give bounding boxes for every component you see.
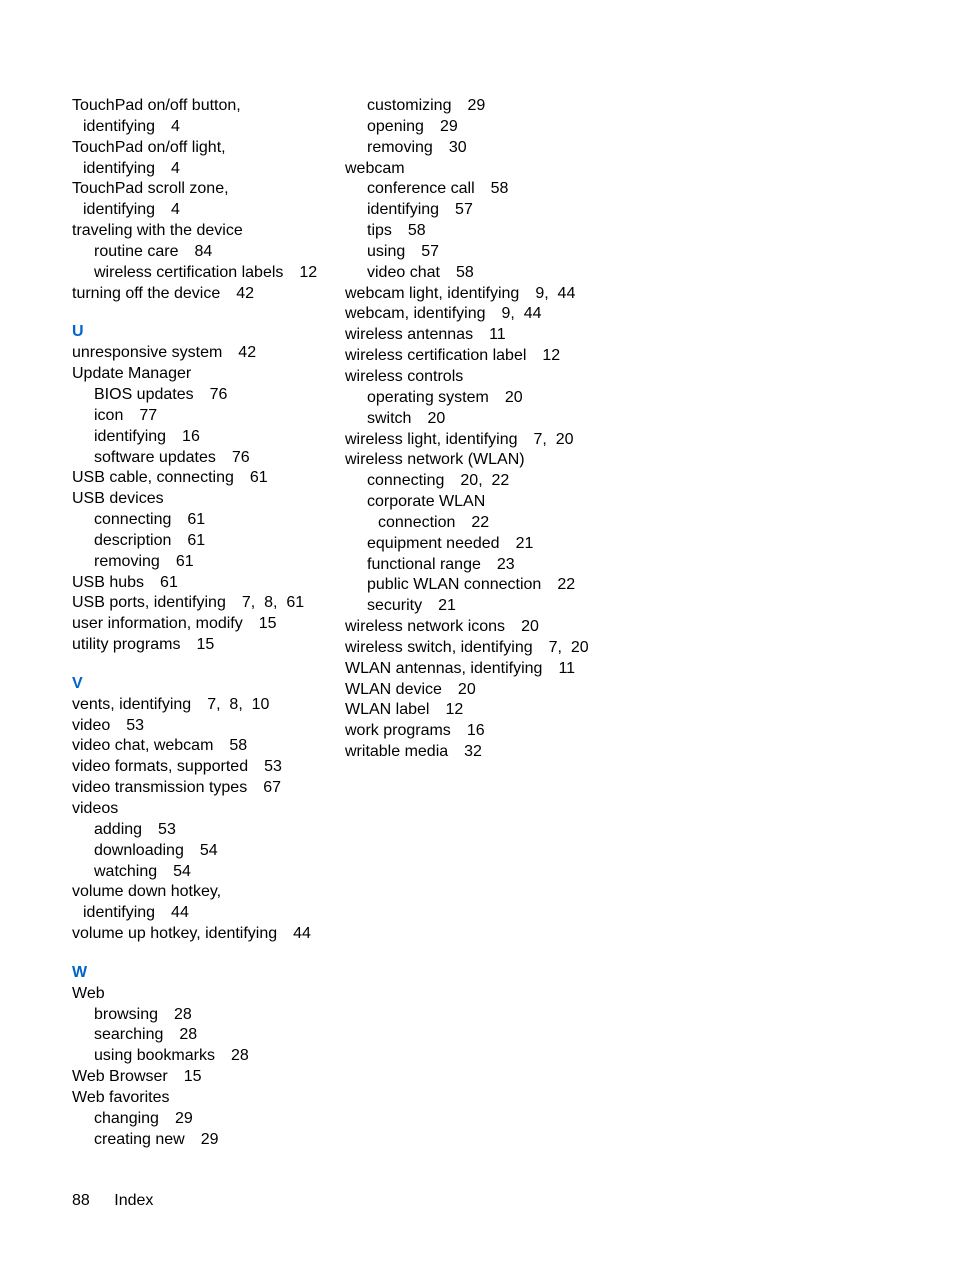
entry-term: functional range bbox=[367, 555, 481, 573]
entry-pages: 61 bbox=[175, 552, 194, 570]
entry-term: wireless antennas bbox=[345, 326, 474, 344]
entry-term: WLAN label bbox=[345, 701, 430, 719]
index-subentry bbox=[72, 510, 337, 531]
entry-pages: 76 bbox=[209, 385, 228, 403]
index-entry bbox=[345, 700, 645, 721]
entry-pages: 16 bbox=[182, 427, 200, 445]
entry-pages: 32 bbox=[464, 743, 482, 761]
entry-term: identifying bbox=[83, 117, 156, 135]
entry-term: video formats, supported bbox=[72, 758, 249, 776]
index-subentry bbox=[72, 862, 337, 883]
index-column-right bbox=[345, 96, 645, 763]
entry-pages: 54 bbox=[199, 841, 218, 859]
entry-pages: 76 bbox=[231, 448, 250, 466]
index-entry bbox=[345, 721, 645, 742]
index-subentry bbox=[72, 242, 337, 263]
footer-label: Index bbox=[114, 1192, 154, 1209]
entry-term: searching bbox=[94, 1026, 164, 1044]
entry-term: TouchPad on/off light, bbox=[72, 138, 226, 156]
index-entry bbox=[72, 221, 337, 242]
entry-term: software updates bbox=[94, 448, 216, 466]
index-subentry bbox=[72, 1046, 337, 1067]
entry-term: changing bbox=[94, 1109, 159, 1127]
entry-term: operating system bbox=[367, 388, 489, 406]
entry-pages: 9, 44 bbox=[535, 284, 576, 302]
index-entry bbox=[72, 882, 337, 903]
entry-pages: 44 bbox=[293, 925, 311, 943]
entry-pages: 7, 20 bbox=[548, 638, 589, 656]
entry-pages: 44 bbox=[171, 904, 189, 922]
index-subentry bbox=[72, 448, 337, 469]
entry-term: opening bbox=[367, 117, 424, 135]
index-entry bbox=[345, 742, 645, 763]
page-number: 88 bbox=[72, 1192, 90, 1209]
entry-pages: 9, 44 bbox=[501, 305, 542, 323]
index-column-left bbox=[72, 96, 337, 1151]
index-entry bbox=[345, 638, 645, 659]
index-subentry bbox=[345, 575, 645, 596]
entry-pages: 77 bbox=[139, 406, 158, 424]
entry-pages: 16 bbox=[466, 722, 485, 740]
entry-term: USB ports, identifying bbox=[72, 594, 226, 612]
index-entry bbox=[345, 617, 645, 638]
entry-term: connecting bbox=[94, 511, 172, 529]
index-entry bbox=[345, 450, 645, 471]
index-entry bbox=[72, 635, 337, 656]
entry-term: user information, modify bbox=[72, 615, 243, 633]
entry-pages: 20 bbox=[457, 680, 476, 698]
entry-term: webcam, identifying bbox=[345, 305, 486, 323]
entry-term: TouchPad scroll zone, bbox=[72, 180, 229, 198]
index-entry bbox=[345, 659, 645, 680]
entry-pages: 61 bbox=[249, 469, 268, 487]
index-entry bbox=[345, 159, 645, 180]
entry-term: Web bbox=[72, 984, 105, 1002]
entry-term: turning off the device bbox=[72, 284, 221, 302]
entry-pages: 58 bbox=[490, 180, 509, 198]
index-subentry bbox=[72, 200, 337, 221]
entry-term: wireless certification label bbox=[345, 347, 527, 365]
index-subentry bbox=[345, 242, 645, 263]
index-entry bbox=[345, 680, 645, 701]
entry-term: removing bbox=[94, 552, 160, 570]
entry-pages: 4 bbox=[171, 201, 180, 219]
index-entry bbox=[345, 346, 645, 367]
entry-pages: 11 bbox=[558, 659, 576, 677]
entry-pages: 57 bbox=[455, 201, 473, 219]
entry-pages: 4 bbox=[171, 117, 180, 135]
entry-term: BIOS updates bbox=[94, 385, 194, 403]
index-entry bbox=[72, 489, 337, 510]
entry-pages: 61 bbox=[160, 573, 178, 591]
entry-pages: 20, 22 bbox=[460, 472, 510, 490]
index-subentry bbox=[345, 221, 645, 242]
index-entry bbox=[345, 284, 645, 305]
entry-pages: 57 bbox=[421, 242, 440, 260]
index-entry bbox=[72, 468, 337, 489]
index-entry bbox=[72, 924, 337, 945]
index-entry bbox=[72, 138, 337, 159]
index-subentry bbox=[345, 388, 645, 409]
index-subentry bbox=[72, 159, 337, 180]
entry-term: writable media bbox=[345, 743, 449, 761]
index-subentry bbox=[72, 1025, 337, 1046]
index-entry bbox=[72, 736, 337, 757]
entry-pages: 53 bbox=[264, 758, 282, 776]
entry-pages: 7, 20 bbox=[533, 430, 574, 448]
index-entry bbox=[72, 614, 337, 635]
index-subentry bbox=[345, 409, 645, 430]
entry-pages: 15 bbox=[196, 636, 215, 654]
index-subentry bbox=[72, 820, 337, 841]
index-subentry bbox=[345, 200, 645, 221]
entry-term: WLAN device bbox=[345, 680, 442, 698]
entry-term: volume down hotkey, bbox=[72, 883, 222, 901]
entry-term: unresponsive system bbox=[72, 344, 223, 362]
index-entry bbox=[72, 1088, 337, 1109]
entry-pages: 7, 8, 10 bbox=[207, 695, 270, 713]
page-footer bbox=[72, 1192, 153, 1210]
entry-pages: 21 bbox=[515, 534, 534, 552]
section-gap bbox=[72, 945, 337, 963]
index-entry bbox=[345, 430, 645, 451]
entry-pages: 58 bbox=[407, 222, 426, 240]
entry-pages: 29 bbox=[467, 97, 486, 114]
entry-term: identifying bbox=[83, 904, 156, 922]
index-subentry bbox=[345, 555, 645, 576]
entry-term: vents, identifying bbox=[72, 695, 192, 713]
entry-pages: 20 bbox=[427, 409, 446, 427]
entry-term: traveling with the device bbox=[72, 222, 243, 240]
entry-term: identifying bbox=[94, 427, 167, 445]
index-subentry bbox=[345, 534, 645, 555]
index-subentry bbox=[72, 841, 337, 862]
entry-term: security bbox=[367, 597, 423, 615]
entry-term: volume up hotkey, identifying bbox=[72, 925, 278, 943]
entry-term: equipment needed bbox=[367, 534, 500, 552]
entry-term: Web favorites bbox=[72, 1088, 170, 1106]
section-gap bbox=[72, 304, 337, 322]
entry-pages: 12 bbox=[445, 701, 464, 719]
entry-term: conference call bbox=[367, 180, 475, 198]
index-subentry bbox=[72, 1005, 337, 1026]
entry-pages: 42 bbox=[238, 344, 257, 362]
index-entry bbox=[72, 716, 337, 737]
index-subentry bbox=[345, 471, 645, 492]
entry-pages: 30 bbox=[448, 138, 467, 156]
entry-pages: 15 bbox=[258, 615, 277, 633]
entry-pages: 67 bbox=[263, 779, 281, 797]
index-entry bbox=[345, 304, 645, 325]
entry-term: customizing bbox=[367, 97, 452, 114]
index-subentry bbox=[72, 385, 337, 406]
entry-term: tips bbox=[367, 222, 392, 240]
entry-term: routine care bbox=[94, 242, 179, 260]
index-subentry bbox=[72, 1130, 337, 1151]
entry-term: webcam light, identifying bbox=[345, 284, 520, 302]
entry-pages: 20 bbox=[504, 388, 523, 406]
index-entry bbox=[72, 573, 337, 594]
entry-pages: 53 bbox=[126, 716, 145, 734]
entry-pages: 29 bbox=[439, 117, 458, 135]
index-entry bbox=[72, 343, 337, 364]
index-subentry bbox=[345, 179, 645, 200]
index-subentry bbox=[72, 1109, 337, 1130]
index-entry bbox=[72, 364, 337, 385]
entry-pages: 7, 8, 61 bbox=[241, 594, 305, 612]
index-entry bbox=[72, 799, 337, 820]
entry-term: video transmission types bbox=[72, 779, 248, 797]
entry-term: using bookmarks bbox=[94, 1047, 215, 1065]
index-subentry bbox=[72, 903, 337, 924]
index-entry bbox=[72, 96, 337, 117]
index-entry bbox=[72, 284, 337, 305]
section-letter: V bbox=[72, 674, 83, 692]
entry-pages: 61 bbox=[187, 531, 206, 549]
section-letter: W bbox=[72, 963, 88, 981]
index-entry bbox=[345, 325, 645, 346]
entry-pages: 53 bbox=[158, 820, 176, 838]
entry-pages: 54 bbox=[173, 862, 191, 880]
entry-term: USB hubs bbox=[72, 573, 145, 591]
entry-term: TouchPad on/off button, bbox=[72, 97, 241, 114]
entry-pages: 15 bbox=[183, 1068, 202, 1086]
entry-pages: 58 bbox=[229, 737, 248, 755]
entry-term: watching bbox=[94, 862, 158, 880]
entry-term: utility programs bbox=[72, 636, 181, 654]
entry-term: wireless certification labels bbox=[94, 263, 284, 281]
entry-pages: 20 bbox=[521, 618, 539, 636]
entry-pages: 12 bbox=[299, 263, 318, 281]
entry-pages: 61 bbox=[187, 511, 206, 529]
entry-pages: 29 bbox=[200, 1130, 219, 1148]
entry-term: USB cable, connecting bbox=[72, 469, 234, 487]
index-entry bbox=[72, 695, 337, 716]
entry-term: wireless switch, identifying bbox=[345, 638, 533, 656]
index-subentry bbox=[345, 96, 645, 117]
entry-term: video chat, webcam bbox=[72, 737, 214, 755]
entry-term: description bbox=[94, 531, 172, 549]
index-subentry bbox=[72, 552, 337, 573]
index-entry bbox=[72, 984, 337, 1005]
entry-term: Update Manager bbox=[72, 365, 192, 383]
entry-pages: 58 bbox=[455, 263, 474, 281]
index-entry bbox=[72, 778, 337, 799]
entry-term: videos bbox=[72, 800, 119, 817]
entry-term: webcam bbox=[345, 159, 405, 177]
entry-term: work programs bbox=[345, 722, 451, 740]
entry-term: wireless network icons bbox=[345, 618, 506, 636]
entry-term: corporate WLAN bbox=[367, 493, 486, 511]
entry-term: creating new bbox=[94, 1130, 185, 1148]
entry-pages: 42 bbox=[236, 284, 255, 302]
index-subentry bbox=[72, 427, 337, 448]
entry-term: identifying bbox=[367, 201, 440, 219]
index-subentry bbox=[345, 513, 645, 534]
entry-term: connecting bbox=[367, 472, 445, 490]
index-entry bbox=[72, 757, 337, 778]
index-subentry bbox=[72, 406, 337, 427]
entry-term: video chat bbox=[367, 263, 440, 281]
entry-term: switch bbox=[367, 409, 412, 427]
entry-pages: 22 bbox=[557, 576, 576, 594]
entry-pages: 28 bbox=[174, 1005, 192, 1023]
entry-pages: 29 bbox=[174, 1109, 193, 1127]
entry-term: icon bbox=[94, 406, 124, 424]
entry-term: Web Browser bbox=[72, 1068, 168, 1086]
entry-pages: 28 bbox=[179, 1026, 198, 1044]
index-subentry bbox=[72, 531, 337, 552]
entry-term: browsing bbox=[94, 1005, 159, 1023]
entry-term: video bbox=[72, 716, 111, 734]
index-entry bbox=[72, 1067, 337, 1088]
entry-pages: 21 bbox=[438, 597, 456, 615]
entry-term: wireless light, identifying bbox=[345, 430, 518, 448]
entry-term: public WLAN connection bbox=[367, 576, 542, 594]
entry-term: using bbox=[367, 242, 406, 260]
entry-pages: 22 bbox=[471, 513, 490, 531]
index-entry bbox=[345, 367, 645, 388]
entry-term: connection bbox=[378, 513, 456, 531]
index-entry bbox=[72, 179, 337, 200]
section-gap bbox=[72, 656, 337, 674]
entry-pages: 4 bbox=[171, 159, 180, 177]
section-letter: U bbox=[72, 323, 84, 341]
entry-pages: 28 bbox=[230, 1047, 249, 1065]
entry-term: WLAN antennas, identifying bbox=[345, 659, 543, 677]
index-subentry bbox=[345, 492, 645, 513]
entry-term: adding bbox=[94, 820, 143, 838]
index-subentry bbox=[345, 596, 645, 617]
entry-term: wireless controls bbox=[345, 367, 464, 385]
index-subentry bbox=[345, 117, 645, 138]
index-subentry bbox=[345, 138, 645, 159]
index-subentry bbox=[72, 117, 337, 138]
entry-term: USB devices bbox=[72, 490, 164, 508]
entry-pages: 11 bbox=[489, 326, 506, 344]
index-subentry bbox=[72, 263, 337, 284]
entry-term: wireless network (WLAN) bbox=[345, 451, 525, 469]
entry-pages: 12 bbox=[542, 347, 561, 365]
entry-term: identifying bbox=[83, 201, 156, 219]
entry-term: identifying bbox=[83, 159, 156, 177]
entry-term: removing bbox=[367, 138, 433, 156]
entry-term: downloading bbox=[94, 841, 184, 859]
entry-pages: 23 bbox=[496, 555, 515, 573]
index-subentry bbox=[345, 263, 645, 284]
entry-pages: 84 bbox=[194, 242, 213, 260]
index-entry bbox=[72, 593, 337, 614]
